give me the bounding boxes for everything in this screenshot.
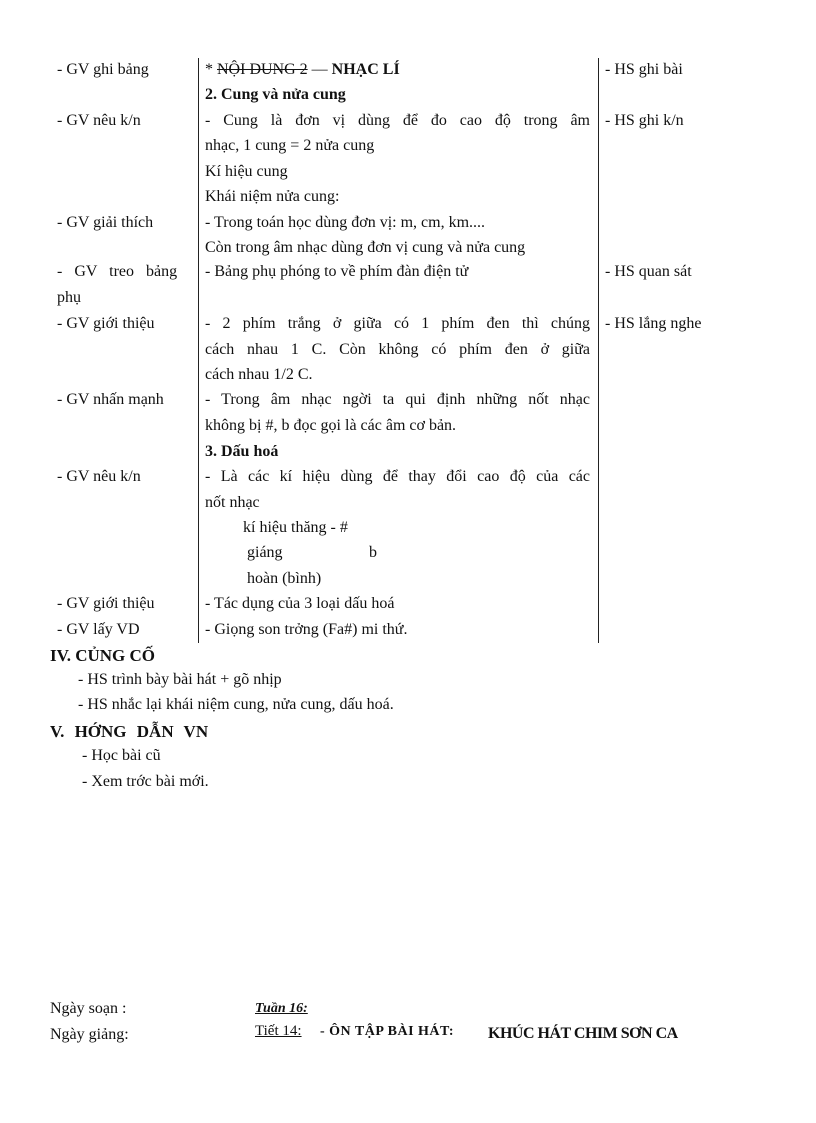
teacher-activity-3: - GV giải thích: [57, 214, 154, 231]
teacher-activity-4: - GV treo bảng: [57, 263, 178, 280]
student-activity-3: - HS quan sát: [605, 263, 692, 280]
heading-dash: —: [311, 61, 328, 78]
content-line-14: nốt nhạc: [205, 494, 260, 511]
content-line-15: kí hiệu thăng - #: [243, 519, 348, 536]
teacher-activity-7: - GV nêu k/n: [57, 468, 141, 485]
ngay-soan-label: Ngày soạn :: [50, 1000, 127, 1017]
section-iv-item-2: - HS nhắc lại khái niệm cung, nửa cung, dấu hoá.: [78, 696, 394, 713]
content-line-10: cách nhau 1/2 C.: [205, 366, 313, 383]
content-line-2: nhạc, 1 cung = 2 nửa cung: [205, 137, 375, 154]
table-divider-right: [598, 58, 599, 643]
content-line-18: - Tác dụng của 3 loại dấu hoá: [205, 595, 395, 612]
section-v-title: V. HỚNG DẪN VN: [50, 722, 209, 741]
lesson-title: KHÚC HÁT CHIM SƠN CA: [488, 1025, 678, 1042]
content-line-1: - Cung là đơn vị dùng để đo cao độ trong âm: [205, 112, 590, 129]
content-line-19: - Giọng son trởng (Fa#) mi thứ.: [205, 621, 408, 638]
subheading-dau-hoa: 3. Dấu hoá: [205, 443, 279, 460]
content-heading: [205, 60, 400, 80]
ngay-giang-label: Ngày giảng:: [50, 1026, 129, 1043]
content-line-6: Còn trong âm nhạc dùng đơn vị cung và nửa cung: [205, 239, 526, 256]
heading-struck: NỘI DUNG 2: [217, 61, 308, 78]
content-line-12: không bị #, b đọc gọi là các âm cơ bản.: [205, 417, 457, 434]
table-divider-left: [198, 58, 199, 643]
tiet-label: Tiết 14:: [255, 1023, 302, 1039]
content-line-8: - 2 phím trắng ở giữa có 1 phím đen thì chúng: [205, 315, 590, 332]
heading-rest: NHẠC LÍ: [331, 61, 400, 78]
teacher-activity-6: - GV nhấn mạnh: [57, 391, 164, 408]
teacher-activity-4-cont: phụ: [57, 289, 81, 306]
content-line-16a: giáng: [247, 544, 283, 561]
teacher-activity-8: - GV giới thiệu: [57, 595, 155, 612]
content-line-16b: b: [369, 544, 377, 561]
student-activity-2: - HS ghi k/n: [605, 112, 684, 129]
content-line-9: cách nhau 1 C. Còn không có phím đen ở giữa: [205, 341, 590, 358]
heading-star: *: [205, 61, 213, 78]
student-activity-1: - HS ghi bài: [605, 61, 683, 78]
content-line-7: - Bảng phụ phóng to về phím đàn điện tử: [205, 263, 469, 280]
student-activity-4: - HS lắng nghe: [605, 315, 702, 332]
teacher-activity-2: - GV nêu k/n: [57, 112, 141, 129]
content-line-11: - Trong âm nhạc ngời ta qui định những nốt nhạc: [205, 391, 590, 408]
content-line-4: Khái niệm nửa cung:: [205, 188, 340, 205]
content-line-13: - Là các kí hiệu dùng để thay đổi cao độ của các: [205, 468, 590, 485]
section-iv-item-1: - HS trình bày bài hát + gõ nhịp: [78, 671, 282, 688]
teacher-activity-9: - GV lấy VD: [57, 621, 140, 638]
content-line-17: hoàn (bình): [247, 570, 322, 587]
content-line-5: - Trong toán học dùng đơn vị: m, cm, km....: [205, 214, 486, 231]
lesson-prefix: - ÔN TẬP BÀI HÁT:: [320, 1024, 454, 1039]
section-v-item-2: - Xem trớc bài mới.: [82, 773, 209, 790]
tuan-label: Tuần 16:: [255, 1001, 308, 1016]
teacher-activity-5: - GV giới thiệu: [57, 315, 155, 332]
teacher-activity-1: - GV ghi bảng: [57, 61, 149, 78]
subheading-cung: 2. Cung và nửa cung: [205, 86, 346, 103]
section-v-item-1: - Học bài cũ: [82, 747, 161, 764]
content-line-3: Kí hiệu cung: [205, 163, 288, 180]
section-iv-title: IV. CỦNG CỐ: [50, 646, 156, 665]
